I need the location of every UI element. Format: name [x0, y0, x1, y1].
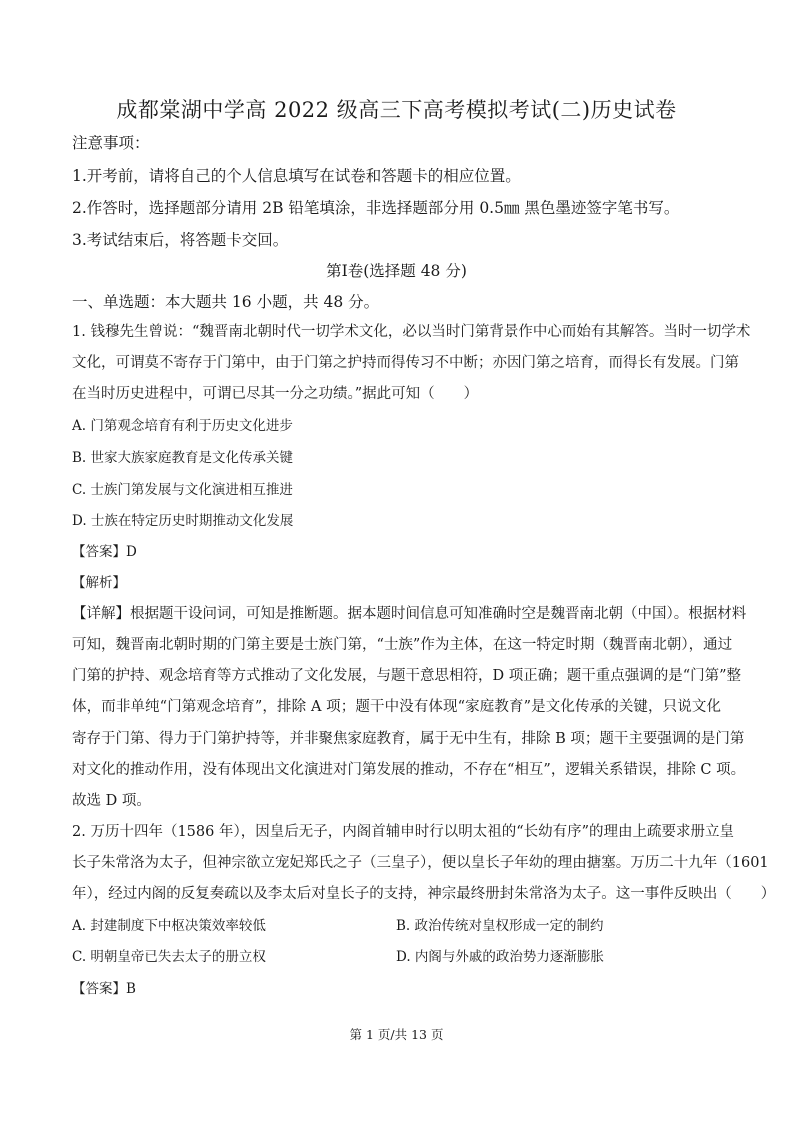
- q1-option-b: B. 世家大族家庭教育是文化传承关键: [72, 450, 294, 466]
- q2-option-b: B. 政治传统对皇权形成一定的制约: [396, 918, 604, 934]
- q1-answer: 【答案】D: [72, 544, 137, 560]
- q2-option-a: A. 封建制度下中枢决策效率较低: [72, 918, 266, 934]
- q1-detail-line: 可知，魏晋南北朝时期的门第主要是士族门第，“士族”作为主体，在这一特定时期（魏晋南北朝），通过: [72, 637, 733, 653]
- notice-item: 2.作答时，选择题部分请用 2B 铅笔填涂，非选择题部分用 0.5㎜ 黑色墨迹签字笔书写。: [72, 199, 680, 217]
- q2-answer: 【答案】B: [72, 981, 136, 997]
- q1-stem-line: 文化，可谓莫不寄存于门第中，由于门第之护持而得传习不中断；亦因门第之培育，而得长有发展。门第: [72, 355, 739, 371]
- q1-stem-line: 1. 钱穆先生曾说：“魏晋南北朝时代一切学术文化，必以当时门第背景作中心而始有其解答。当时一切学术: [72, 324, 751, 340]
- notice-item: 1.开考前，请将自己的个人信息填写在试卷和答题卡的相应位置。: [72, 167, 521, 185]
- q1-detail-line: 寄存于门第、得力于门第护持等，并非聚焦家庭教育，属于无中生有，排除 B 项；题干主要强调的是门第: [72, 731, 745, 747]
- notice-item: 3.考试结束后，将答题卡交回。: [72, 231, 289, 249]
- q2-stem-line: 2. 万历十四年（1586 年），因皇后无子，内阁首辅申时行以明太祖的“长幼有序”的理由上疏要求册立皇: [72, 824, 735, 840]
- q1-detail-line: 故选 D 项。: [72, 793, 151, 809]
- page-footer: 第 1 页/共 13 页: [349, 1027, 444, 1042]
- q1-detail-line: 体，而非单纯“门第观念培育”，排除 A 项；题干中没有体现“家庭教育”是文化传承的关键，只说文化: [72, 699, 721, 715]
- q1-option-a: A. 门第观念培育有利于历史文化进步: [72, 418, 293, 434]
- q2-option-c: C. 明朝皇帝已失去太子的册立权: [72, 949, 266, 965]
- q1-option-c: C. 士族门第发展与文化演进相互推进: [72, 482, 293, 498]
- notice-heading: 注意事项：: [72, 134, 150, 152]
- section-title: 第Ⅰ卷(选择题 48 分): [326, 262, 467, 280]
- q1-detail-line: 对文化的推动作用，没有体现出文化演进对门第发展的推动，不存在“相互”，逻辑关系错误，排除 C 项。: [72, 762, 746, 778]
- part-heading: 一、单选题：本大题共 16 小题，共 48 分。: [72, 293, 380, 311]
- q2-stem-line: 年），经过内阁的反复奏疏以及李太后对皇长子的支持，神宗最终册封朱常洛为太子。这一事件反映出（ ）: [72, 886, 776, 902]
- q1-analysis-label: 【解析】: [72, 575, 126, 591]
- q1-detail-line: 【详解】根据题干设问词，可知是推断题。据本题时间信息可知准确时空是魏晋南北朝（中国）。根据材料: [72, 606, 747, 622]
- q2-stem-line: 长子朱常洛为太子，但神宗欲立宠妃郑氏之子（三皇子），便以皇长子年幼的理由搪塞。万历二十九年（1601: [72, 855, 769, 871]
- exam-title: 成都棠湖中学高 2022 级高三下高考模拟考试(二)历史试卷: [116, 98, 677, 122]
- q2-option-d: D. 内阁与外戚的政治势力逐渐膨胀: [396, 949, 604, 965]
- q1-stem-line: 在当时历史进程中，可谓已尽其一分之功绩。”据此可知（ ）: [72, 386, 479, 402]
- q1-option-d: D. 士族在特定历史时期推动文化发展: [72, 513, 294, 529]
- q1-detail-line: 门第的护持、观念培育等方式推动了文化发展，与题干意思相符，D 项正确；题干重点强调的是“门第”整: [72, 668, 742, 684]
